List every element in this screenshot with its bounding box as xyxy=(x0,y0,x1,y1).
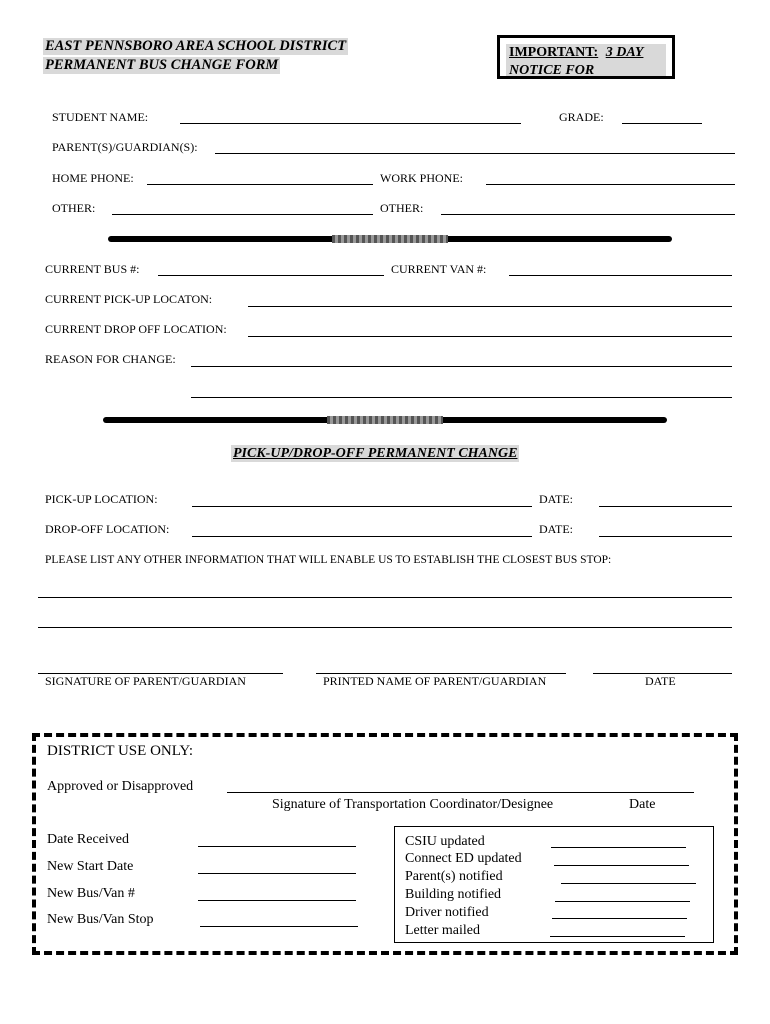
other-label-1: OTHER: xyxy=(52,201,96,215)
new-start-date-field[interactable] xyxy=(198,873,356,874)
dropoff-date-label: DATE: xyxy=(539,522,573,536)
important-label: IMPORTANT: xyxy=(509,45,599,60)
parent-signature-label: SIGNATURE OF PARENT/GUARDIAN xyxy=(45,674,246,688)
parents-label: PARENT(S)/GUARDIAN(S): xyxy=(52,140,198,154)
pickup-location-field[interactable] xyxy=(192,506,532,507)
new-bus-van-label: New Bus/Van # xyxy=(47,886,135,901)
district-name: EAST PENNSBORO AREA SCHOOL DISTRICT xyxy=(45,38,347,54)
reason-field[interactable] xyxy=(191,366,732,367)
grade-label: GRADE: xyxy=(559,110,604,124)
reason-label: REASON FOR CHANGE: xyxy=(45,352,176,366)
dropoff-date-field[interactable] xyxy=(599,536,732,537)
new-bus-van-stop-field[interactable] xyxy=(200,926,358,927)
new-bus-van-stop-label: New Bus/Van Stop xyxy=(47,912,154,927)
new-bus-van-field[interactable] xyxy=(198,900,356,901)
approved-label: Approved or Disapproved xyxy=(47,779,194,794)
work-phone-label: WORK PHONE: xyxy=(380,171,463,185)
current-pickup-field[interactable] xyxy=(248,306,732,307)
parents-notified-label: Parent(s) notified xyxy=(405,869,503,884)
important-days: 3 DAY xyxy=(605,45,644,60)
parents-notified-field[interactable] xyxy=(561,883,696,884)
form-title: PERMANENT BUS CHANGE FORM xyxy=(45,57,279,73)
coordinator-date-label: Date xyxy=(629,797,656,812)
dropoff-location-field[interactable] xyxy=(192,536,532,537)
grade-field[interactable] xyxy=(622,123,702,124)
section-separator xyxy=(103,417,667,423)
important-notice-box xyxy=(497,35,675,79)
csiu-updated-field[interactable] xyxy=(551,847,686,848)
new-start-date-label: New Start Date xyxy=(47,859,134,874)
building-notified-field[interactable] xyxy=(555,901,690,902)
printed-name-label: PRINTED NAME OF PARENT/GUARDIAN xyxy=(323,674,547,688)
home-phone-field[interactable] xyxy=(147,184,373,185)
letter-mailed-field[interactable] xyxy=(550,936,685,937)
work-phone-field[interactable] xyxy=(486,184,735,185)
permanent-change-title: PICK-UP/DROP-OFF PERMANENT CHANGE xyxy=(233,446,518,461)
current-van-label: CURRENT VAN #: xyxy=(391,262,487,276)
other-info-field[interactable] xyxy=(38,597,732,598)
separator-pattern xyxy=(327,416,443,424)
date-received-field[interactable] xyxy=(198,846,356,847)
driver-notified-label: Driver notified xyxy=(405,905,489,920)
letter-mailed-label: Letter mailed xyxy=(405,923,481,938)
other-info-label: PLEASE LIST ANY OTHER INFORMATION THAT WILL ENABLE US TO ESTABLISH THE CLOSEST BUS STOP: xyxy=(45,554,612,566)
current-dropoff-label: CURRENT DROP OFF LOCATION: xyxy=(45,322,227,336)
date-received-label: Date Received xyxy=(47,832,130,847)
current-bus-label: CURRENT BUS #: xyxy=(45,262,140,276)
coordinator-signature-label: Signature of Transportation Coordinator/Designee xyxy=(272,797,554,812)
connect-ed-updated-field[interactable] xyxy=(554,865,689,866)
other-info-field-line-2[interactable] xyxy=(38,627,732,628)
section-separator xyxy=(108,236,672,242)
home-phone-label: HOME PHONE: xyxy=(52,171,134,185)
dropoff-location-label: DROP-OFF LOCATION: xyxy=(45,522,170,536)
student-name-field[interactable] xyxy=(180,123,521,124)
student-name-label: STUDENT NAME: xyxy=(52,110,149,124)
current-dropoff-field[interactable] xyxy=(248,336,732,337)
current-bus-field[interactable] xyxy=(158,275,384,276)
pickup-date-field[interactable] xyxy=(599,506,732,507)
current-van-field[interactable] xyxy=(509,275,732,276)
building-notified-label: Building notified xyxy=(405,887,502,902)
connect-ed-updated-label: Connect ED updated xyxy=(405,851,522,866)
signature-date-label: DATE xyxy=(645,674,676,688)
csiu-updated-label: CSIU updated xyxy=(405,834,485,849)
important-line xyxy=(509,45,643,61)
other-field-1[interactable] xyxy=(112,214,373,215)
other-label-2: OTHER: xyxy=(380,201,424,215)
reason-field-line-2[interactable] xyxy=(191,397,732,398)
driver-notified-field[interactable] xyxy=(552,918,687,919)
pickup-date-label: DATE: xyxy=(539,492,573,506)
separator-pattern xyxy=(332,235,448,243)
parents-field[interactable] xyxy=(215,153,735,154)
other-field-2[interactable] xyxy=(441,214,735,215)
current-pickup-label: CURRENT PICK-UP LOCATON: xyxy=(45,292,213,306)
coordinator-signature-field[interactable] xyxy=(227,792,694,793)
pickup-location-label: PICK-UP LOCATION: xyxy=(45,492,158,506)
important-notice-text: NOTICE FOR xyxy=(509,63,595,78)
district-use-title: DISTRICT USE ONLY: xyxy=(47,743,194,759)
